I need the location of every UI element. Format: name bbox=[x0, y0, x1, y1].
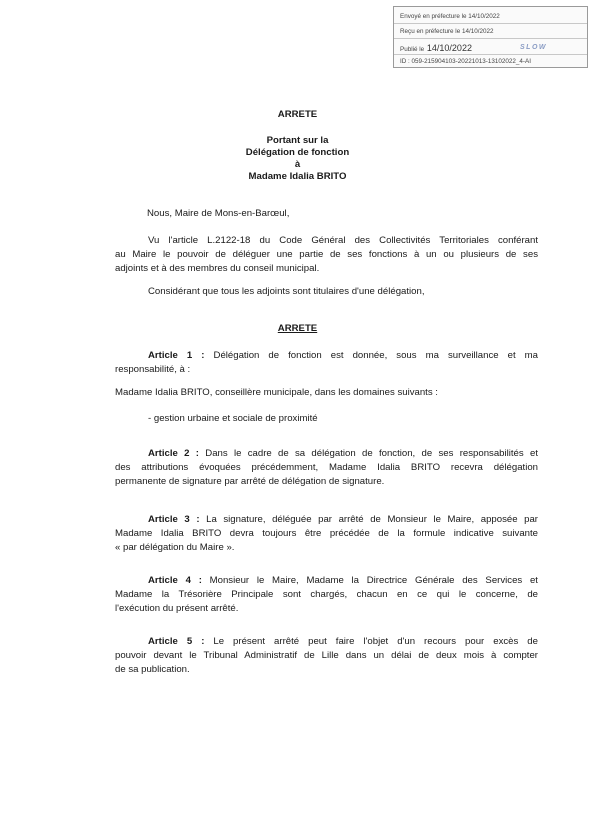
article-1-domain: - gestion urbaine et sociale de proximité bbox=[148, 413, 318, 424]
article-5-text: Le présent arrêté peut faire l'objet d'un recours pour excès de bbox=[213, 636, 538, 647]
article-line bbox=[115, 635, 538, 649]
subtitle-line-3: à bbox=[294, 159, 301, 170]
article-line: Madame la Trésorière Principale sont chargés, chacun en ce qui le concerne, de bbox=[115, 589, 538, 600]
arrete-heading-text: ARRETE bbox=[277, 323, 318, 334]
vu-line: au Maire le pouvoir de déléguer une partie de ses fonctions à un ou plusieurs de ses bbox=[115, 249, 538, 260]
subtitle-line-1: Portant sur la bbox=[266, 135, 329, 146]
article-2 bbox=[115, 447, 538, 489]
stamp-divider bbox=[394, 23, 587, 24]
prefecture-stamp bbox=[393, 6, 588, 68]
article-line bbox=[115, 349, 538, 363]
subtitle-line-4: Madame Idalia BRITO bbox=[248, 171, 347, 182]
article-line bbox=[115, 513, 538, 527]
article-4-text: Monsieur le Maire, Madame la Directrice Générale des Services et bbox=[209, 575, 538, 586]
preamble-vu bbox=[115, 234, 538, 276]
stamp-published-label: Publié le bbox=[400, 46, 425, 53]
article-line: « par délégation du Maire ». bbox=[115, 542, 235, 553]
article-2-text: Dans le cadre de sa délégation de fonction, de ses responsabilités et bbox=[205, 448, 538, 459]
article-1 bbox=[115, 349, 538, 377]
preamble-considerant: Considérant que tous les adjoints sont titulaires d'une délégation, bbox=[148, 286, 425, 297]
stamp-divider bbox=[394, 38, 587, 39]
slow-logo-icon: SLOW bbox=[520, 44, 547, 51]
article-3-label: Article 3 : bbox=[148, 514, 200, 525]
article-4-label: Article 4 : bbox=[148, 575, 202, 586]
article-2-label: Article 2 : bbox=[148, 448, 199, 459]
stamp-divider bbox=[394, 54, 587, 55]
stamp-id: ID : 059-215904103-20221013-13102022_4-AI bbox=[400, 58, 531, 65]
vu-line: Vu l'article L.2122-18 du Code Général des Collectivités Territoriales conférant bbox=[148, 235, 538, 246]
article-3-text: La signature, déléguée par arrêté de Monsieur le Maire, apposée par bbox=[206, 514, 538, 525]
vu-line: adjoints et à des membres du conseil municipal. bbox=[115, 263, 320, 274]
stamp-published-date: 14/10/2022 bbox=[426, 43, 472, 53]
article-1-text: Délégation de fonction est donnée, sous ma surveillance et ma bbox=[213, 350, 539, 361]
article-4 bbox=[115, 574, 538, 616]
article-line: de sa publication. bbox=[115, 664, 190, 675]
stamp-sent: Envoyé en préfecture le 14/10/2022 bbox=[400, 13, 500, 20]
document-title: ARRETE bbox=[277, 109, 318, 120]
stamp-received: Reçu en préfecture le 14/10/2022 bbox=[400, 28, 494, 35]
article-line: permanente de signature par arrêté de délégation de signature. bbox=[115, 476, 385, 487]
article-line: l'exécution du présent arrêté. bbox=[115, 603, 239, 614]
article-5-label: Article 5 : bbox=[148, 636, 205, 647]
article-line: pouvoir devant le Tribunal Administratif de Lille dans un délai de deux mois à compter bbox=[115, 650, 538, 661]
article-1-label: Article 1 : bbox=[148, 350, 205, 361]
article-line bbox=[115, 447, 538, 461]
article-5 bbox=[115, 635, 538, 677]
article-3 bbox=[115, 513, 538, 555]
subtitle-line-2: Délégation de fonction bbox=[245, 147, 350, 158]
article-line: des attributions évoquées précédemment, Madame Idalia BRITO recevra délégation bbox=[115, 462, 538, 473]
article-line bbox=[115, 574, 538, 588]
arrete-heading bbox=[0, 323, 595, 334]
preamble-intro: Nous, Maire de Mons-en-Barœul, bbox=[147, 208, 290, 219]
article-line: responsabilité, à : bbox=[115, 364, 191, 375]
stamp-published bbox=[400, 43, 472, 53]
article-line: Madame Idalia BRITO devra toujours être précédée de la formule indicative suivante bbox=[115, 528, 538, 539]
article-1-person: Madame Idalia BRITO, conseillère municipale, dans les domaines suivants : bbox=[115, 387, 438, 398]
